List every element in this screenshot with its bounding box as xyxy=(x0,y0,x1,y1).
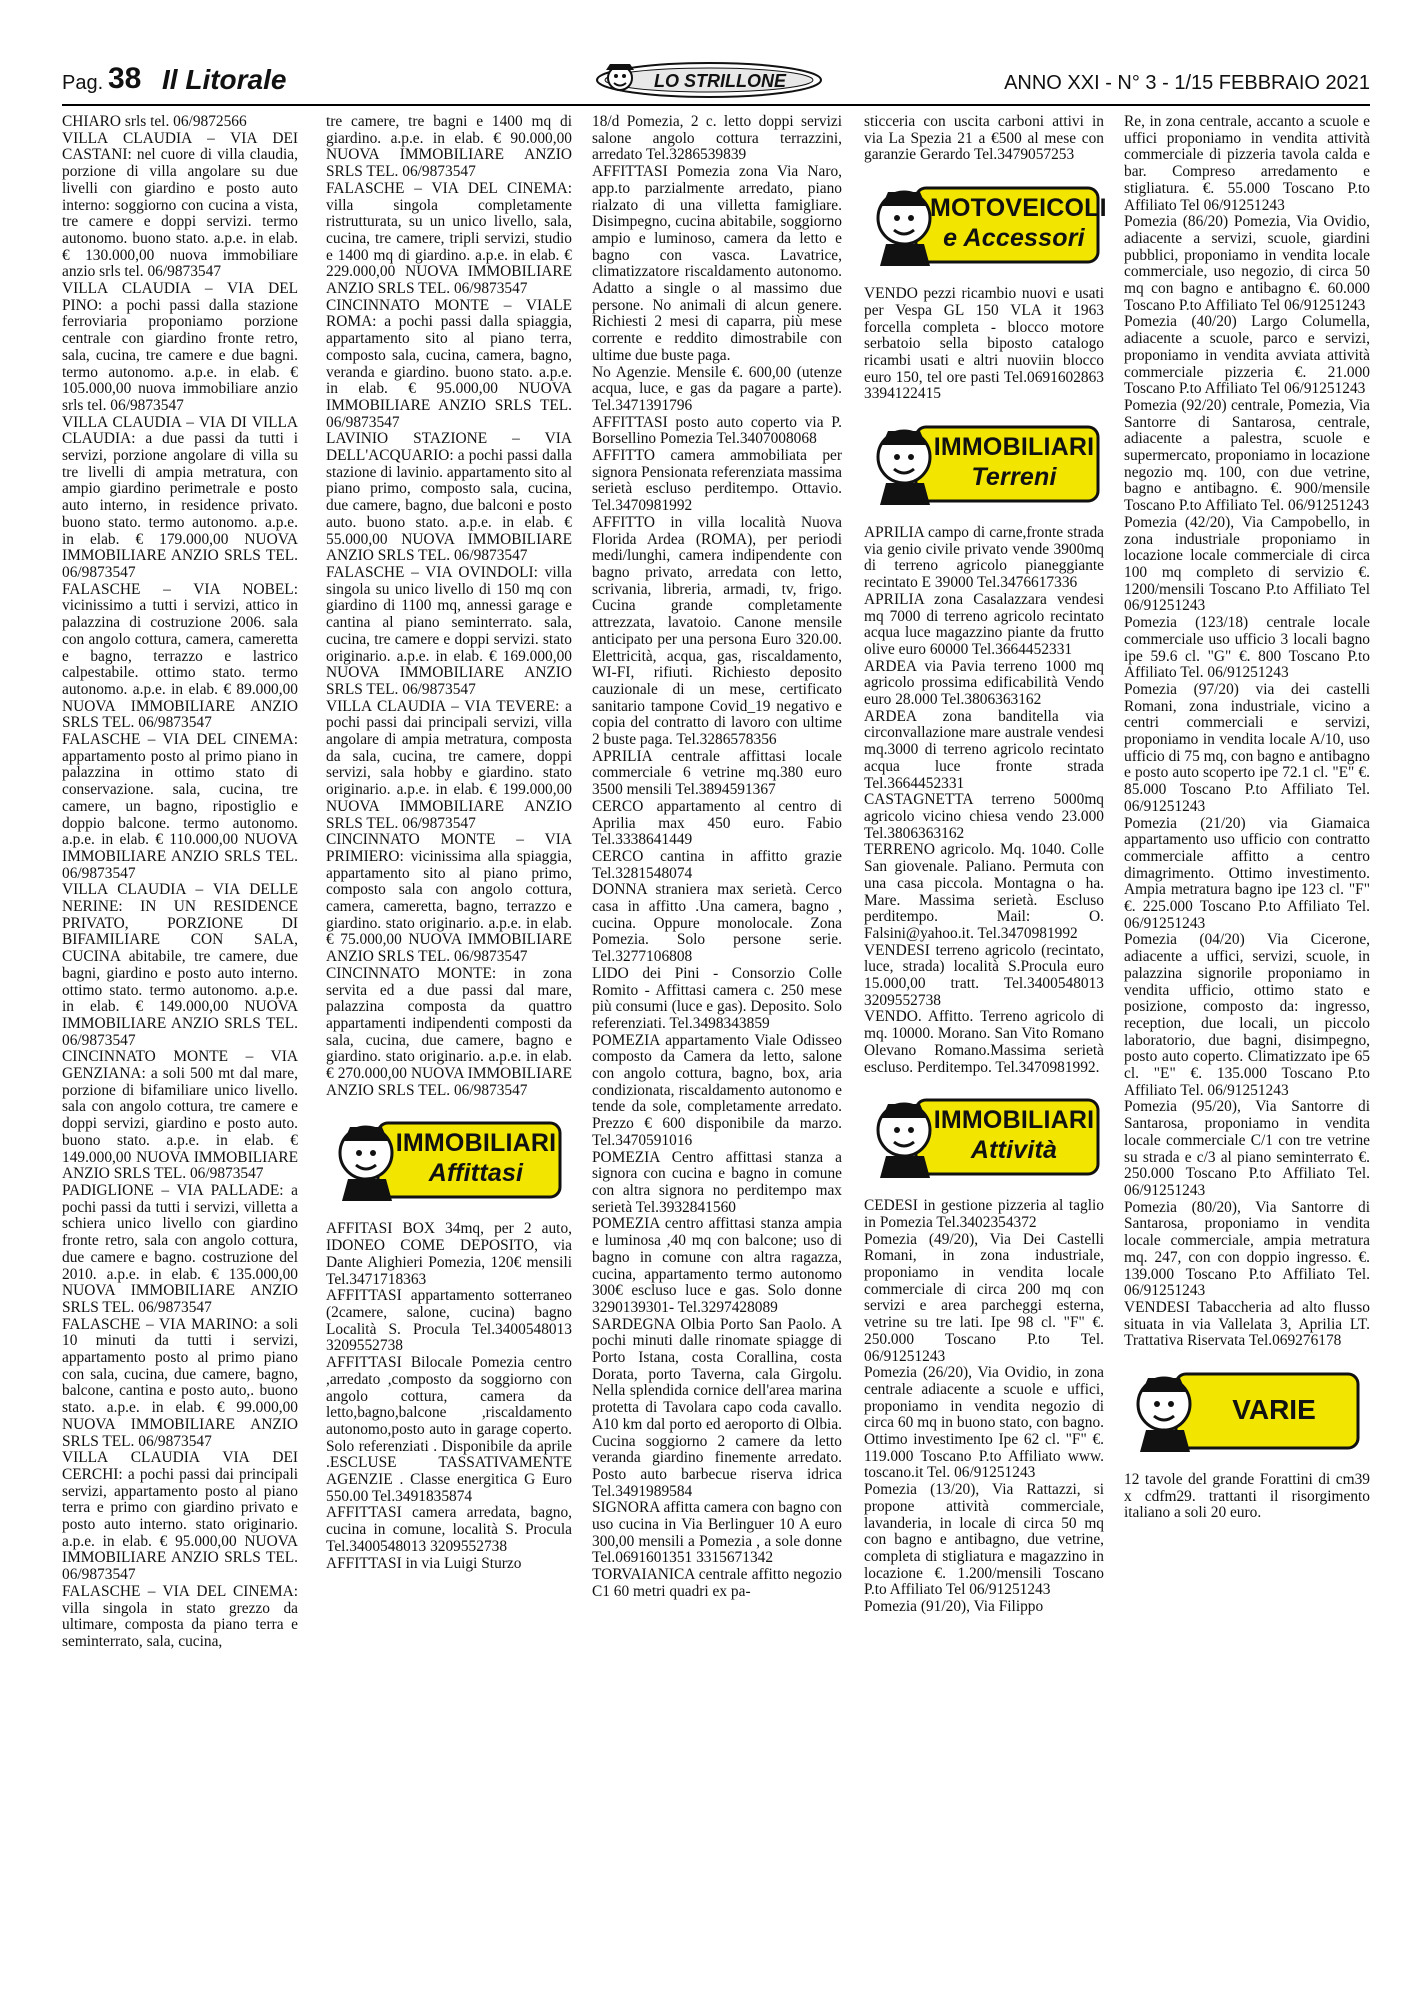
banner-title: IMMOBILIARI xyxy=(933,1106,1095,1135)
column-2 xyxy=(326,114,572,1572)
banner-title: MOTOVEICOLI xyxy=(930,194,1107,223)
classified-ad: CHIARO srls tel. 06/9872566 xyxy=(62,113,247,130)
classified-ad: AFFITTASI Bilocale Pomezia centro ,arredato ,composto da soggiorno con angolo cottura, camera da letto,bagno,balcone ,riscaldamento autonomo,posto auto in garage coperto. Solo referenziati . Disponibile da aprile .ESCLUSE TASSATIVAMENTE AGENZIE . Classe energitica G Euro 550.00 Tel.3491835874 xyxy=(326,1354,572,1505)
classified-ad: FALASCHE – VIA DEL CINEMA: appartamento posto al primo piano in palazzina in ottimo stato di conservazione. sala, cucina, tre camere, un bagno, ripostiglio e doppio balcone. termo autonomo. a.p.e. in elab. € 110.000,00 NUOVA IMMOBILIARE ANZIO SRLS TEL. 06/9873547 xyxy=(62,731,298,882)
classified-ad: Pomezia (95/20), Via Santorre di Santarosa, proponiamo in vendita locale commerciale C/1 con tre vetrine su strada e c/3 al piano seminterrato €. 250.000 Toscano P.to Affiliato Tel. 06/91251243 xyxy=(1124,1098,1370,1199)
column-3 xyxy=(592,114,842,1601)
classified-ad: APRILIA zona Casalazzara vendesi mq 7000 di terreno agricolo recintato acqua luce magazzino piante da frutto olive euro 60000 Tel.3664452331 xyxy=(864,590,1104,658)
classified-ad: AFFITTO camera ammobiliata per signora Pensionata referenziata massima serietà escluso perditempo. Ottavio. Tel.3470981992 xyxy=(592,447,843,515)
classified-ad: CERCO cantina in affitto grazie Tel.3281548074 xyxy=(592,847,842,882)
classified-ad: Pomezia (80/20), Via Santorre di Santarosa, proponiamo in vendita locale commerciale, ampia metratura mq. 247, con con doppio ingresso. €. 139.000 Toscano P.to Affiliato Tel. 06/91251243 xyxy=(1124,1198,1370,1300)
classified-ad: VILLA CLAUDIA – VIA TEVERE: a pochi passi dai principali servizi, villa angolare di ampia metratura, composta da sala, cucina, tre camere, doppi servizi, sala hobby e giardino. stato originario. a.p.e. in elab. € 199.000,00 NUOVA IMMOBILIARE ANZIO SRLS TEL. 06/9873547 xyxy=(326,697,572,832)
classified-ad: AFFITTASI in via Luigi Sturzo xyxy=(326,1554,522,1572)
classified-ad: Pomezia (49/20), Via Dei Castelli Romani, in zona industriale, proponiamo in vendita locale commerciale di circa 200 mq con servizi e area parcheggi esterna, vetrine su tre lati. Ipe 98 cl. "F" €. 250.000 Toscano P.to Tel. 06/91251243 xyxy=(864,1230,1104,1365)
logo-text: LO STRILLONE xyxy=(654,71,786,91)
classified-ad: LAVINIO STAZIONE – VIA DELL'ACQUARIO: a pochi passi dalla stazione di lavinio. appartamento sito al piano primo, composto sala, cucina, due camere, bagno, due balconi e posto auto. buono stato. a.p.e. in elab. € 55.000,00 NUOVA IMMOBILIARE ANZIO SRLS TEL. 06/9873547 xyxy=(326,430,572,565)
classified-ad: tre camere, tre bagni e 1400 mq di giardino. a.p.e. in elab. € 90.000,00 NUOVA IMMOBILIARE ANZIO SRLS TEL. 06/9873547 xyxy=(326,113,572,181)
banner-title: IMMOBILIARI xyxy=(933,433,1095,462)
banner-title: VARIE xyxy=(1232,1394,1316,1426)
classified-ad: CINCINNATO MONTE: in zona servita ed a due passi dal mare, palazzina composta da quattro appartamenti indipendenti composti da sala, cucina, due camere, bagno e giardino. stato originario. a.p.e. in elab. € 270.000,00 NUOVA IMMOBILIARE ANZIO SRLS TEL. 06/9873547 xyxy=(326,964,572,1099)
classified-ad: No Agenzie. Mensile €. 600,00 (utenze acqua, luce, e gas da pagare a parte). Tel.3471391796 xyxy=(592,363,842,414)
classified-ad: ARDEA via Pavia terreno 1000 mq agricolo prossima edificabilità Vendo euro 28.000 Tel.3806363162 xyxy=(864,657,1104,709)
classified-ad: VENDO pezzi ricambio nuovi e usati per Vespa GL 150 VLA it 1963 forcella completa - blocco motore serbatoio sella biposto catalogo ricambi usati e altri nuoviin blocco euro 150, tel ore pasti Tel.0691602863 3394122415 xyxy=(864,285,1104,403)
classified-ad: CERCO appartamento al centro di Aprilia max 450 euro. Fabio Tel.3338641449 xyxy=(592,797,842,849)
classified-ad: VENDESI terreno agricolo (recintato, luce, strada) località S.Procula euro 15.000,00 tratt. Tel.3400548013 3209552738 xyxy=(864,941,1104,1009)
issue-info: ANNO XXI - N° 3 - 1/15 FEBBRAIO 2021 xyxy=(1004,72,1370,94)
classified-ad: VILLA CLAUDIA VIA DEI CERCHI: a pochi passi dai principali servizi, appartamento posto al piano terra e primo con giardino privato e posto auto interno. stato originario. a.p.e. in elab. € 95.000,00 NUOVA IMMOBILIARE ANZIO SRLS TEL. 06/9873547 xyxy=(62,1449,298,1584)
classified-ad: APRILIA centrale affittasi locale commerciale 6 vetrine mq.380 euro 3500 mensili Tel.3894591367 xyxy=(592,747,842,799)
classified-ad: CEDESI in gestione pizzeria al taglio in Pomezia Tel.3402354372 xyxy=(864,1197,1104,1231)
header-rule xyxy=(62,104,1370,106)
classified-ad: SIGNORA affitta camera con bagno con uso cucina in Via Berlinguer 10 A euro 300,00 mensili a Pomezia , a sole donne Tel.0691601351 3315671342 xyxy=(592,1499,842,1567)
classified-ad: AFFITTASI appartamento sotterraneo (2camere, salone, cucina) bagno Località S. Procula Tel.3400548013 3209552738 xyxy=(326,1287,572,1355)
classified-ad: FALASCHE – VIA DEL CINEMA: villa singola completamente ristrutturata, su un unico livello, sala, cucina, tre camere, tripli servizi, studio e 1400 mq di giardino. a.p.e. in elab. € 229.000,00 NUOVA IMMOBILIARE ANZIO SRLS TEL. 06/9873547 xyxy=(326,179,572,298)
classified-ad: APRILIA campo di carne,fronte strada via genio civile privato vende 3900mq di terreno agricolo pianeggiante recintato E 39000 Tel.3476617336 xyxy=(864,524,1104,592)
classified-ad: AFFITTASI camera arredata, bagno, cucina in comune, località S. Procula Tel.3400548013 3209552738 xyxy=(326,1504,572,1555)
classified-ad: AFFITTO in villa località Nuova Florida Ardea (ROMA), per periodi medi/lunghi, camera indipendente con bagno privato, arredata con letto, scrivania, libreria, armadi, tv, frigo. Cucina grande completamente attrezzata, lavatoio. Canone mensile anticipato per una persona Euro 320.00. Elettricità, acqua, gas, riscaldamento, WI-FI, rifiuti. Richiesto deposito cauzionale di un mese, certificato sanitario tampone Covid_19 negativo e copia del contratto di lavoro con ultime 2 buste paga. Tel.3286578356 xyxy=(592,513,842,749)
classified-ad: Pomezia (97/20) via dei castelli Romani, zona industriale, vicino a centri commerciali e servizi, proponiamo in vendita locale A/10, uso ufficio di 75 mq, con bagno e antibagno e posto auto scoperto ipe 72.1 cl. "E" €. 85.000 Toscano P.to Affiliato Tel. 06/91251243 xyxy=(1124,680,1370,815)
classified-ad: FALASCHE – VIA NOBEL: vicinissimo a tutti i servizi, attico in palazzina di costruzione 2006. sala con angolo cottura, camera, cameretta e bagno, terrazzo e lastrico calpestabile. ottimo stato. termo autonomo. a.p.e. in elab. € 89.000,00 NUOVA IMMOBILIARE ANZIO SRLS TEL. 06/9873547 xyxy=(62,580,298,732)
classified-ad: VILLA CLAUDIA – VIA DEI CASTANI: nel cuore di villa claudia, porzione di villa angolare su due livelli con giardino e posto auto interno: soggiorno con cucina a vista, tre camere e doppi servizi. termo autonomo. buono stato. a.p.e. in elab. € 130.000,00 nuova immobiliare anzio srls tel. 06/9873547 xyxy=(62,129,298,281)
classified-ad: POMEZIA Centro affittasi stanza a signora con cucina e bagno in comune con altra signora no perditempo max serietà Tel.3932841560 xyxy=(592,1148,842,1216)
classified-ad: Pomezia (04/20) Via Cicerone, adiacente a uffici, servizi, scuole, in palazzina signorile proponiamo in vendita ufficio, ottimo stato e posizione, composto da: ingresso, reception, due locali, un piccolo laboratorio, due bagni, disimpegno, posto auto coperto. Climatizzato ipe 65 cl. "E" €. 135.000 Toscano P.to Affiliato Tel. 06/91251243 xyxy=(1124,931,1370,1099)
classified-ad: AFFITTASI Pomezia zona Via Naro, app.to parzialmente arredato, piano rialzato di una villetta famigliare. Disimpegno, cucina abitabile, soggiorno ampio e luminoso, camera da letto e bagno con vasca. Lavatrice, climatizzatore riscaldamento autonomo. Adatto a single o al massimo due persone. No animali di alcun genere. Richiesti 2 mesi di caparra, più mese corrente e reddito dimostrabile con ultime due buste paga. xyxy=(592,163,842,364)
classified-ad: Pomezia (91/20), Via Filippo xyxy=(864,1598,1044,1616)
section-banner-terreni xyxy=(866,417,1102,509)
classified-ad: CINCINNATO MONTE – VIALE ROMA: a pochi passi dalla spiaggia, appartamento sito al piano terra, composto sala, cucina, camera, bagno, veranda e giardino. buono stato. a.p.e. in elab. € 95.000,00 NUOVA IMMOBILIARE ANZIO SRLS TEL. 06/9873547 xyxy=(326,296,572,431)
classified-ad: Pomezia (123/18) centrale locale commerciale uso ufficio 3 locali bagno ipe 59.6 cl. "G" €. 800 Toscano P.to Affiliato Tel. 06/91251243 xyxy=(1124,614,1370,682)
classified-ad: FALASCHE – VIA MARINO: a soli 10 minuti da tutti i servizi, appartamento posto al primo piano con sala, cucina, due camere, bagno, balcone, cantina e posto auto,. buono stato. a.p.e. in elab. € 99.000,00 NUOVA IMMOBILIARE ANZIO SRLS TEL. 06/9873547 xyxy=(62,1315,298,1450)
classified-ad: TORVAIANICA centrale affitto negozio C1 60 metri quadri ex pa- xyxy=(592,1566,842,1600)
classified-ad: Pomezia (13/20), Via Rattazzi, si propone attività commerciale, lavanderia, in locale di circa 50 mq con bagno e antibagno, due vetrine, completa di stigliatura e magazzino in locazione €. 1.200/mensili Toscano P.to Affiliato Tel 06/91251243 xyxy=(864,1481,1104,1599)
section-banner-varie xyxy=(1126,1364,1362,1456)
newsboy-logo-icon xyxy=(592,58,827,102)
classified-ad: Pomezia (86/20) Pomezia, Via Ovidio, adiacente a servizi, scuole, giardini pubblici, proponiamo in vendita locale commerciale, uso negozio, di circa 50 mq con bagno e antibagno €. 60.000 Toscano P.to Affiliato Tel 06/91251243 xyxy=(1124,213,1370,314)
classified-ad: Pomezia (26/20), Via Ovidio, in zona centrale adiacente a scuole e uffici, proponiamo in vendita negozio di circa 60 mq in buono stato, con bagno. Ottimo investimento Ipe 62 cl. "F" €. 119.000 Toscano P.to Affiliato www. toscano.it Tel. 06/91251243 xyxy=(864,1364,1104,1482)
classified-ad: DONNA straniera max serietà. Cerco casa in affitto .Una camera, bagno , cucina. Oppure monolocale. Zona Pomezia. Solo persone serie. Tel.3277106808 xyxy=(592,881,842,966)
classified-ad: CASTAGNETTA terreno 5000mq agricolo vicino chiesa vendo 23.000 Tel.3806363162 xyxy=(864,791,1104,842)
classified-ad: Re, in zona centrale, accanto a scuole e uffici proponiamo in vendita attività commerciale di pizzeria tavola calda e bar. Compreso arredamento e stigliatura. €. 55.000 Toscano P.to Affiliato Tel 06/91251243 xyxy=(1124,113,1370,214)
classified-ad: FALASCHE – VIA DEL CINEMA: villa singola in stato grezzo da ultimare, composta da piano terra e seminterrato, sala, cucina, xyxy=(62,1582,298,1650)
classified-ad: POMEZIA centro affittasi stanza ampia e luminosa ,40 mq con balcone; uso di bagno in comune con altra ragazza, cucina, appartamento termo autonomo 300€ escluso luce e gas. Solo donne 3290139301- Tel.3297428089 xyxy=(592,1215,842,1316)
classified-ad: AFFITASI BOX 34mq, per 2 auto, IDONEO COME DEPOSITO, via Dante Alighieri Pomezia, 120€ mensili Tel.3471718363 xyxy=(326,1220,572,1288)
masthead-title: Il Litorale xyxy=(162,64,287,95)
banner-subtitle: Terreni xyxy=(971,463,1057,492)
column-5 xyxy=(1124,114,1370,1522)
page-header xyxy=(62,62,1370,102)
banner-subtitle: e Accessori xyxy=(943,224,1085,253)
section-banner-affittasi xyxy=(328,1113,564,1205)
column-1 xyxy=(62,114,298,1651)
classified-ad: 12 tavole del grande Forattini di cm39 x cdfm29. trattanti il risorgimento italiano a soli 20 euro. xyxy=(1124,1471,1370,1522)
classified-ad: VILLA CLAUDIA – VIA DEL PINO: a pochi passi dalla stazione ferroviaria proponiamo porzione centrale con giardino fronte retro, sala, cucina, tre camere e due bagni. termo autonomo. a.p.e. in elab. € 105.000,00 nuova immobiliare anzio srls tel. 06/9873547 xyxy=(62,280,298,414)
banner-subtitle: Attività xyxy=(970,1136,1058,1165)
classified-ad: FALASCHE – VIA OVINDOLI: villa singola su unico livello di 150 mq con giardino di 1100 mq, annessi garage e cantina al piano seminterrato. sala, cucina, tre camere e doppi servizi. stato originario. a.p.e. in elab. € 169.000,00 NUOVA IMMOBILIARE ANZIO SRLS TEL. 06/9873547 xyxy=(326,563,572,698)
classified-ad: CINCINNATO MONTE – VIA GENZIANA: a soli 500 mt dal mare, porzione di bifamiliare unico livello. sala con angolo cottura, tre camere e doppi servizi, giardino e posto auto. buono stato. a.p.e. in elab. € 149.000,00 NUOVA IMMOBILIARE ANZIO SRLS TEL. 06/9873547 xyxy=(62,1048,298,1183)
strillone-logo xyxy=(592,58,827,102)
classified-ad: VILLA CLAUDIA – VIA DI VILLA CLAUDIA: a due passi da tutti i servizi, porzione angolare di villa su tre livelli di ampia metratura, con ampio giardino perimetrale e posto auto interno, in residence privato. buono stato. termo autonomo. a.p.e. in elab. € 179.000,00 NUOVA IMMOBILIARE ANZIO SRLS TEL. 06/9873547 xyxy=(62,413,298,581)
section-banner-motoveicoli xyxy=(866,178,1107,270)
classified-ad: VILLA CLAUDIA – VIA DELLE NERINE: IN UN RESIDENCE PRIVATO, PORZIONE DI BIFAMILIARE CON SALA, CUCINA abitabile, tre camere, due bagni, giardino e posto auto interno. ottimo stato. termo autonomo. a.p.e. in elab. € 149.000,00 NUOVA IMMOBILIARE ANZIO SRLS TEL. 06/9873547 xyxy=(62,881,298,1049)
classified-ad: CINCINNATO MONTE – VIA PRIMIERO: vicinissima alla spiaggia, appartamento sito al piano primo, composto sala con angolo cottura, camera, cameretta, bagno, terrazzo e giardino. stato originario. a.p.e. in elab. € 75.000,00 NUOVA IMMOBILIARE ANZIO SRLS TEL. 06/9873547 xyxy=(326,831,572,966)
classified-ad: Pomezia (42/20), Via Campobello, in zona industriale proponiamo in locazione locale commerciale di circa 100 mq completo di servizio €. 1200/mensili Toscano P.to Affiliato Tel 06/91251243 xyxy=(1124,513,1370,615)
banner-title: IMMOBILIARI xyxy=(395,1129,557,1158)
page-number: 38 xyxy=(108,62,142,95)
classified-ad: Pomezia (40/20) Largo Columella, adiacente a scuole, parco e servizi, proponiamo in vendita avviata attività commerciale pizzeria €. 21.000 Toscano P.to Affiliato Tel 06/91251243 xyxy=(1124,313,1370,398)
classified-ad: TERRENO agricolo. Mq. 1040. Colle San giovenale. Paliano. Permuta con una casa piccola. Montagna o ha. Mare. Massima serietà. Escluso perditempo. Mail: O. Falsini@yahoo.it. Tel.3470981992 xyxy=(864,841,1104,942)
section-banner-attivita xyxy=(866,1090,1102,1182)
classified-ad: AFFITTASI posto auto coperto via P. Borsellino Pomezia Tel.3407008068 xyxy=(592,413,842,448)
classified-ad: VENDESI Tabaccheria ad alto flusso situata in via Vallelata 3, Aprilia LT. Trattativa Riservata Tel.069276178 xyxy=(1124,1298,1370,1350)
classified-ad: Pomezia (21/20) via Giamaica appartamento uso ufficio con contratto commerciale affitto a centro dimagrimento. Ottimo investimento. Ampia metratura bagno ipe 123 cl. "F" €. 225.000 Toscano P.to Affiliato Tel. 06/91251243 xyxy=(1124,814,1370,932)
banner-subtitle: Affittasi xyxy=(428,1159,524,1188)
column-4 xyxy=(864,113,1107,1616)
classified-ad: 18/d Pomezia, 2 c. letto doppi servizi salone angolo cottura terrazzini, arredato Tel.3286539839 xyxy=(592,113,842,164)
classified-ad: sticceria con uscita carboni attivi in via La Spezia 21 a €500 al mese con garanzie Gerardo Tel.3479057253 xyxy=(864,113,1104,164)
classified-ad: Pomezia (92/20) centrale, Pomezia, Via Santorre di Santarosa, centrale, adiacente a palestra, scuole e supermercato, proponiamo in locazione negozio mq. 100, con due vetrine, bagno e antibagno. €. 900/mensile Toscano P.to Affiliato Tel. 06/91251243 xyxy=(1124,396,1370,515)
page-label: Pag. xyxy=(62,72,104,94)
classified-ad: LIDO dei Pini - Consorzio Colle Romito - Affittasi camera c. 250 mese più consumi (luce e gas). Deposito. Solo referenziati. Tel.3498343859 xyxy=(592,964,842,1032)
classified-ad: POMEZIA appartamento Viale Odisseo composto da Camera da letto, salone con angolo cottura, bagno, box, aria condizionata, riscaldamento autonomo e tende da sole, completamente arredato. Prezzo € 600 disponibile da marzo. Tel.3470591016 xyxy=(592,1031,842,1149)
classified-ad: SARDEGNA Olbia Porto San Paolo. A pochi minuti dalle rinomate spiagge di Porto Istana, costa Corallina, costa Dorata, porto Taverna, cala Girgolu. Nella splendida cornice dell'area marina protetta di Tavolara capo coda cavallo. A10 km dal porto ed aeroporto di Olbia. Cucina soggiorno 2 camere da letto veranda giardino finemente arredato. Posto auto barbecue riserva idrica Tel.3491989584 xyxy=(592,1315,842,1500)
classified-ad: VENDO. Affitto. Terreno agricolo di mq. 10000. Morano. San Vito Romano Olevano Romano.Massima serietà escluso. Perditempo. Tel.3470981992. xyxy=(864,1008,1104,1076)
classified-ad: PADIGLIONE – VIA PALLADE: a pochi passi da tutti i servizi, villetta a schiera unico livello con giardino fronte retro, sala con angolo cottura, due camere e bagno. costruzione del 2010. a.p.e. in elab. € 135.000,00 NUOVA IMMOBILIARE ANZIO SRLS TEL. 06/9873547 xyxy=(62,1182,298,1316)
classified-ad: ARDEA zona banditella via circonvallazione mare australe vendesi mq.3000 di terreno agricolo recintato acqua luce fronte strada Tel.3664452331 xyxy=(864,707,1104,792)
